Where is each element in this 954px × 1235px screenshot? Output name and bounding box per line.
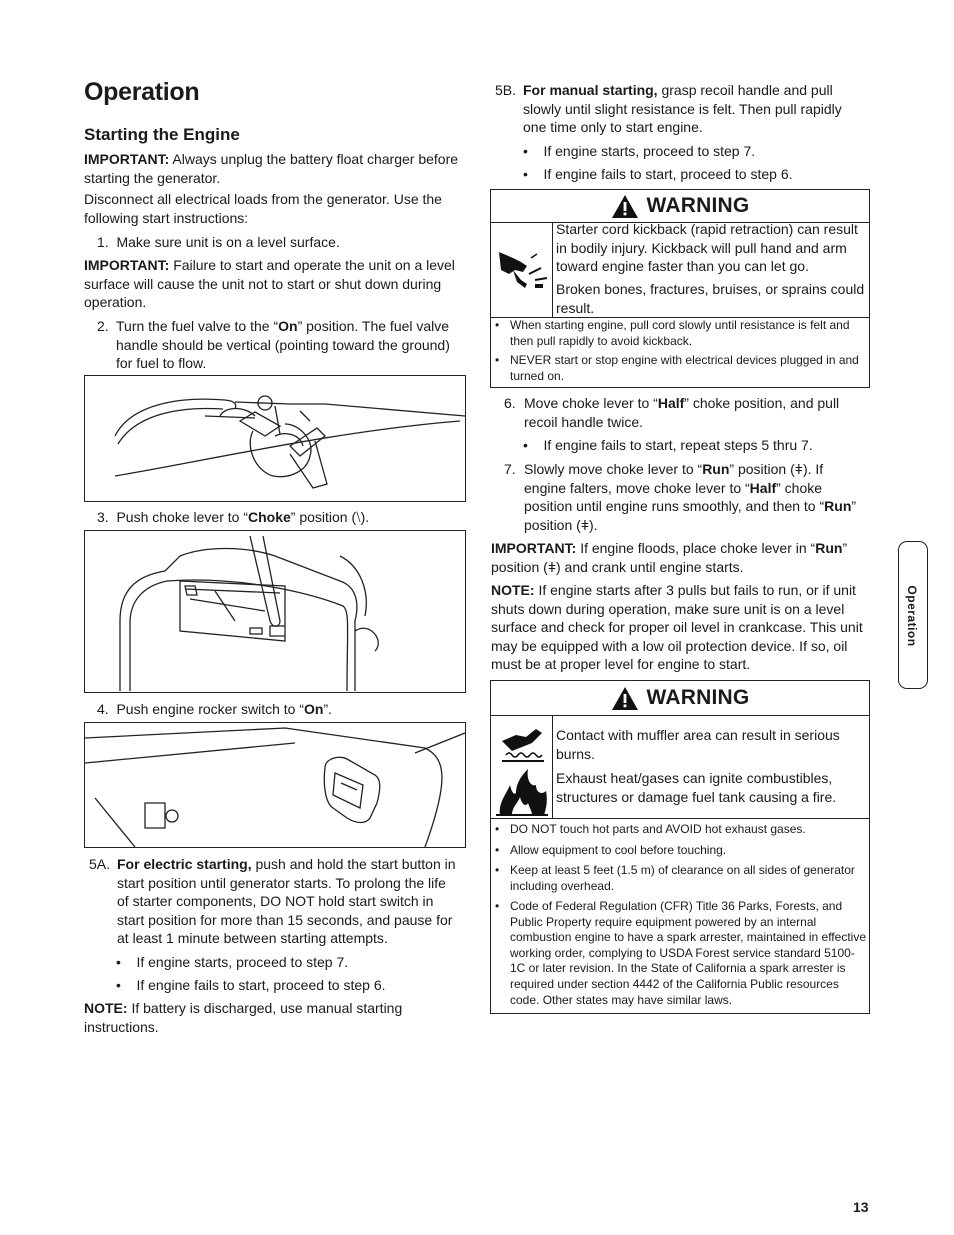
hot-surface-icon [492,715,552,765]
fire-hazard-text: Exhaust heat/gases can ignite combustibles, structures or damage fuel tank causing a fire. [556,770,837,805]
step-5a-bullet-2: • If engine fails to start, proceed to step 6. [116,977,386,993]
kickback-bullet: • NEVER start or stop engine with electrical devices plugged in and turned on. [495,353,859,383]
step-5b-bullet-1: • If engine starts, proceed to step 7. [523,143,756,159]
step-3: 3. Push choke lever to “Choke” position (⧵). [97,509,370,525]
step-5b: 5B. For manual starting, grasp recoil handle and pull slowly until slight resistance is felt. Then pull rapidly one time only to start engine. [495,82,842,136]
kickback-warning-box [490,189,870,388]
important-flood-note: IMPORTANT: If engine floods, place choke lever in “Run” position (ǂ) and crank until engine starts. [491,540,848,575]
muffler-bullet: • Code of Federal Regulation (CFR) Title 36 Parks, Forests, and Public Property require equipment powered by an internal combustion engine to have a spark arrester, maintained in effective working order, complying to USDA Forest service standard 5100-1C or later revision. In the State of California a spark arrester is required under section 4442 of the California Public resources code. Other states may have similar laws. [495,899,866,1007]
oil-level-note: NOTE: If engine starts after 3 pulls but fails to run, or if unit shuts down during operation, make sure unit is on a level surface and check for proper oil level in crankcase. This unit may be equipped with a low oil protection device. If so, oil must be at proper level for engine to start. [491,582,863,673]
run-symbol: ǂ [794,461,803,477]
disconnect-paragraph: Disconnect all electrical loads from the generator. Use the following start instructions: [84,191,442,226]
fuel-valve-illustration [84,375,466,502]
step-5a-bullet-1: • If engine starts, proceed to step 7. [116,954,349,970]
kickback-icon-cell [491,222,553,318]
step-1: 1. Make sure unit is on a level surface. [97,234,340,250]
warning-header: WARNING [491,681,869,716]
step-5a: 5A. For electric starting, push and hold the start button in start position until generator starts. To prolong the life of starter components, DO NOT hold start switch in start position for more than 15 seconds, and pause for at least 1 minute between starting attempts. [89,856,456,947]
important-note-2: IMPORTANT: Failure to start and operate the unit on a level surface will cause the unit not to start or shut down during operation. [84,257,455,311]
warning-triangle-icon [611,194,639,219]
side-tab-label: Operation [905,585,919,647]
warning-header: WARNING [491,190,869,223]
warning-triangle-icon [611,686,639,711]
page-number: 13 [853,1199,869,1215]
muffler-bullet: • Keep at least 5 feet (1.5 m) of clearance on all sides of generator including overhead. [495,863,855,893]
hazard-icons-cell [491,715,553,818]
muffler-warning-box [490,680,870,1014]
choke-lever-illustration [84,530,466,693]
kickback-hand-icon [491,222,551,316]
fire-icon [492,765,552,817]
page-title: Operation [84,78,200,106]
section-heading: Starting the Engine [84,125,240,144]
step-6: 6. Move choke lever to “Half” choke position, and pull recoil handle twice. [504,395,840,430]
step-2: 2. Turn the fuel valve to the “On” position. The fuel valve handle should be vertical (pointing toward the ground) for fuel to flow. [97,318,450,372]
muffler-bullet: • Allow equipment to cool before touching. [495,843,727,857]
step-7: 7. Slowly move choke lever to “Run” position (ǂ). If engine falters, move choke lever to “Half” choke position until engine runs smoothly, and then to “Run” position (ǂ). [504,461,857,533]
important-note-1: IMPORTANT: Always unplug the battery float charger before starting the generator. [84,151,459,186]
muffler-bullet: • DO NOT touch hot parts and AVOID hot exhaust gases. [495,822,806,836]
section-side-tab[interactable] [898,541,928,689]
rocker-switch-illustration [84,722,466,848]
kickback-hazard-text: Starter cord kickback (rapid retraction) can result in bodily injury. Kickback will pull hand and arm toward engine faster than you can let go. [556,221,858,275]
burn-hazard-text: Contact with muffler area can result in serious burns. [556,727,840,762]
choke-symbol: ⧵ [356,509,361,525]
step-5b-bullet-2: • If engine fails to start, proceed to step 6. [523,166,793,182]
step-4: 4. Push engine rocker switch to “On”. [97,701,333,717]
battery-note: NOTE: If battery is discharged, use manual starting instructions. [84,1000,403,1035]
run-symbol: ǂ [580,516,589,533]
step-6-bullet: • If engine fails to start, repeat steps 5 thru 7. [523,437,813,453]
run-symbol: ǂ [547,558,556,575]
kickback-consequence-text: Broken bones, fractures, bruises, or sprains could result. [556,281,865,316]
kickback-bullet: • When starting engine, pull cord slowly until resistance is felt and then pull rapidly to avoid kickback. [495,318,850,348]
